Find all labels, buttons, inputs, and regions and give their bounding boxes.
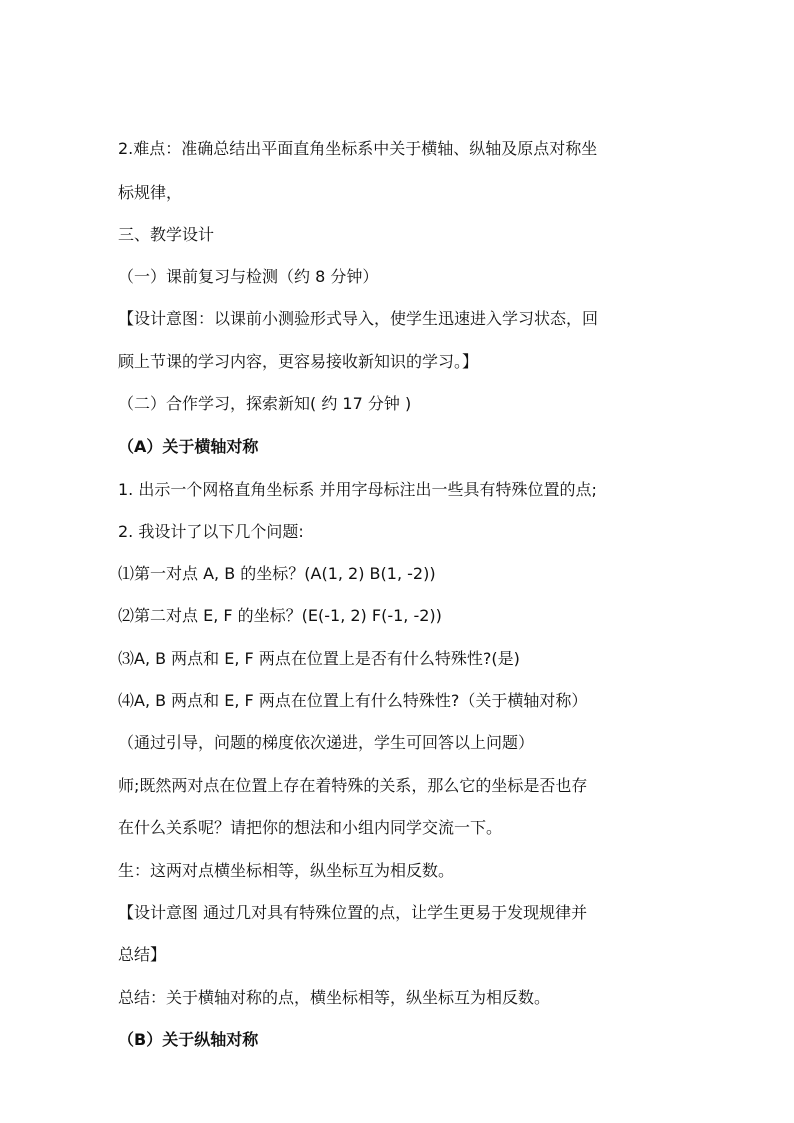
- design-intent-2-line-1: 【设计意图 通过几对具有特殊位置的点，让学生更易于发现规律并: [118, 903, 588, 922]
- difficulty-heading-line: 2.难点：准确总结出平面直角坐标系中关于横轴、纵轴及原点对称坐: [118, 139, 598, 158]
- design-intent-line-1: 【设计意图：以课前小测验形式导入，使学生迅速进入学习状态，回: [118, 309, 599, 328]
- question-2-line: ⑵第二对点 E, F 的坐标？(E(-1, 2) F(-1, -2)): [118, 606, 442, 625]
- part-two-heading: （二）合作学习，探索新知( 约 17 分钟 ): [118, 394, 412, 413]
- teacher-line-1: 师;既然两对点在位置上存在着特殊的关系，那么它的坐标是否也存: [118, 776, 588, 795]
- guidance-note: （通过引导，问题的梯度依次递进，学生可回答以上问题）: [118, 733, 535, 752]
- teacher-line-2: 在什么关系呢？请把你的想法和小组内同学交流一下。: [118, 818, 503, 837]
- design-intent-2-line-2: 总结】: [118, 945, 167, 964]
- student-answer-line: 生：这两对点横坐标相等，纵坐标互为相反数。: [118, 861, 455, 880]
- step-two-line: 2. 我设计了以下几个问题:: [118, 522, 304, 541]
- question-1-line: ⑴第一对点 A, B 的坐标？(A(1, 2) B(1, -2)): [118, 564, 436, 583]
- subsection-a-heading: （A）关于横轴对称: [118, 437, 259, 456]
- summary-line: 总结：关于横轴对称的点，横坐标相等，纵坐标互为相反数。: [118, 988, 551, 1007]
- question-4-line: ⑷A, B 两点和 E, F 两点在位置上有什么特殊性?（关于横轴对称）: [118, 691, 588, 710]
- section-three-heading: 三、教学设计: [118, 225, 215, 244]
- subsection-b-heading: （B）关于纵轴对称: [118, 1030, 259, 1049]
- part-one-heading: （一）课前复习与检测（约 8 分钟）: [118, 267, 379, 286]
- design-intent-line-2: 顾上节课的学习内容，更容易接收新知识的学习。】: [118, 352, 479, 371]
- question-3-line: ⑶A, B 两点和 E, F 两点在位置上是否有什么特殊性?(是): [118, 649, 520, 668]
- difficulty-continuation: 标规律，: [118, 183, 183, 202]
- step-one-line: 1. 出示一个网格直角坐标系 并用字母标注出一些具有特殊位置的点;: [118, 480, 597, 499]
